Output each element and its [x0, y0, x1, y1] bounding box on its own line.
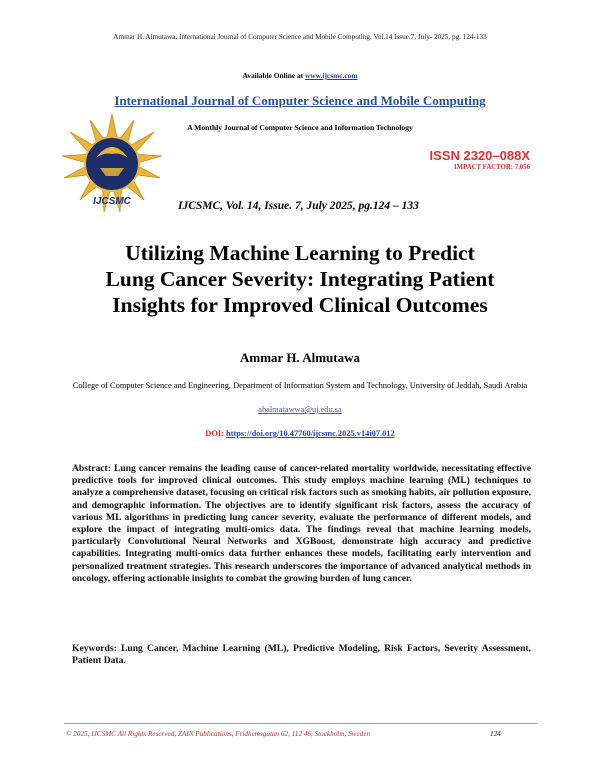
- footer-copyright: © 2025, IJCSMC All Rights Reserved, ZAIN Publications, Fridhemsgatan 62, 112 46, Stockholm, Sweden: [66, 730, 371, 738]
- impact-factor: IMPACT FACTOR: 7.056: [454, 164, 530, 171]
- page-number: 124: [490, 730, 501, 738]
- paper-title: [0, 240, 600, 318]
- doi-link[interactable]: https://doi.org/10.47760/ijcsmc.2025.v14i07.012: [226, 429, 395, 438]
- abstract: Abstract: Lung cancer remains the leading cause of cancer-related mortality worldwide, necessitating effective predictive tools for improved clinical outcomes. This study employs machine learning (ML) techniques to analyze a comprehensive dataset, focusing on critical risk factors such as smoking habits, air pollution exposure, and demographic information. The objectives are to identify significant risk factors, assess the accuracy of various ML algorithms in predicting lung cancer severity, evaluate the performance of different models, and explore the impact of integrating multi-omics data. The findings reveal that machine learning models, particularly Convolutional Neural Networks and XGBoost, demonstrate high accuracy and predictive capabilities. Integrating multi-omics data further enhances these models, facilitating early intervention and personalized treatment strategies. This research underscores the importance of advanced analytical methods in oncology, offering actionable insights to combat the growing burden of lung cancer.: [72, 463, 531, 584]
- website-link[interactable]: www.ijcsmc.com: [304, 71, 358, 80]
- issn: ISSN 2320–088X: [429, 148, 530, 163]
- available-online: [0, 71, 600, 80]
- title-line: Lung Cancer Severity: Integrating Patient: [105, 267, 495, 291]
- keywords: Keywords: Lung Cancer, Machine Learning (ML), Predictive Modeling, Risk Factors, Severity Assessment, Patient Data.: [72, 643, 531, 667]
- journal-subtitle: A Monthly Journal of Computer Science and Information Technology: [187, 123, 413, 132]
- running-header: Ammar H. Almutawa, International Journal of Computer Science and Mobile Computing, Vol.14 Issue.7, July- 2025, pg. 124-133: [113, 33, 487, 41]
- available-prefix: Available Online at: [242, 71, 305, 80]
- affiliation: College of Computer Science and Engineering, Department of Information System and Technology, University of Jeddah, Saudi Arabia: [72, 381, 528, 390]
- author-name: Ammar H. Almutawa: [239, 350, 360, 365]
- title-line: Insights for Improved Clinical Outcomes: [112, 293, 488, 317]
- doi: [0, 429, 600, 438]
- author-email[interactable]: ahalmatawwa@uj.edu.sa: [258, 405, 342, 414]
- logo-text: IJCSMC: [93, 196, 131, 207]
- title-line: Utilizing Machine Learning to Predict: [125, 241, 475, 265]
- citation: IJCSMC, Vol. 14, Issue. 7, July 2025, pg.124 – 133: [178, 200, 419, 212]
- doi-label: DOI:: [205, 429, 227, 438]
- journal-name[interactable]: International Journal of Computer Science and Mobile Computing: [114, 93, 486, 108]
- footer-divider: [64, 723, 537, 724]
- journal-logo: [60, 112, 164, 216]
